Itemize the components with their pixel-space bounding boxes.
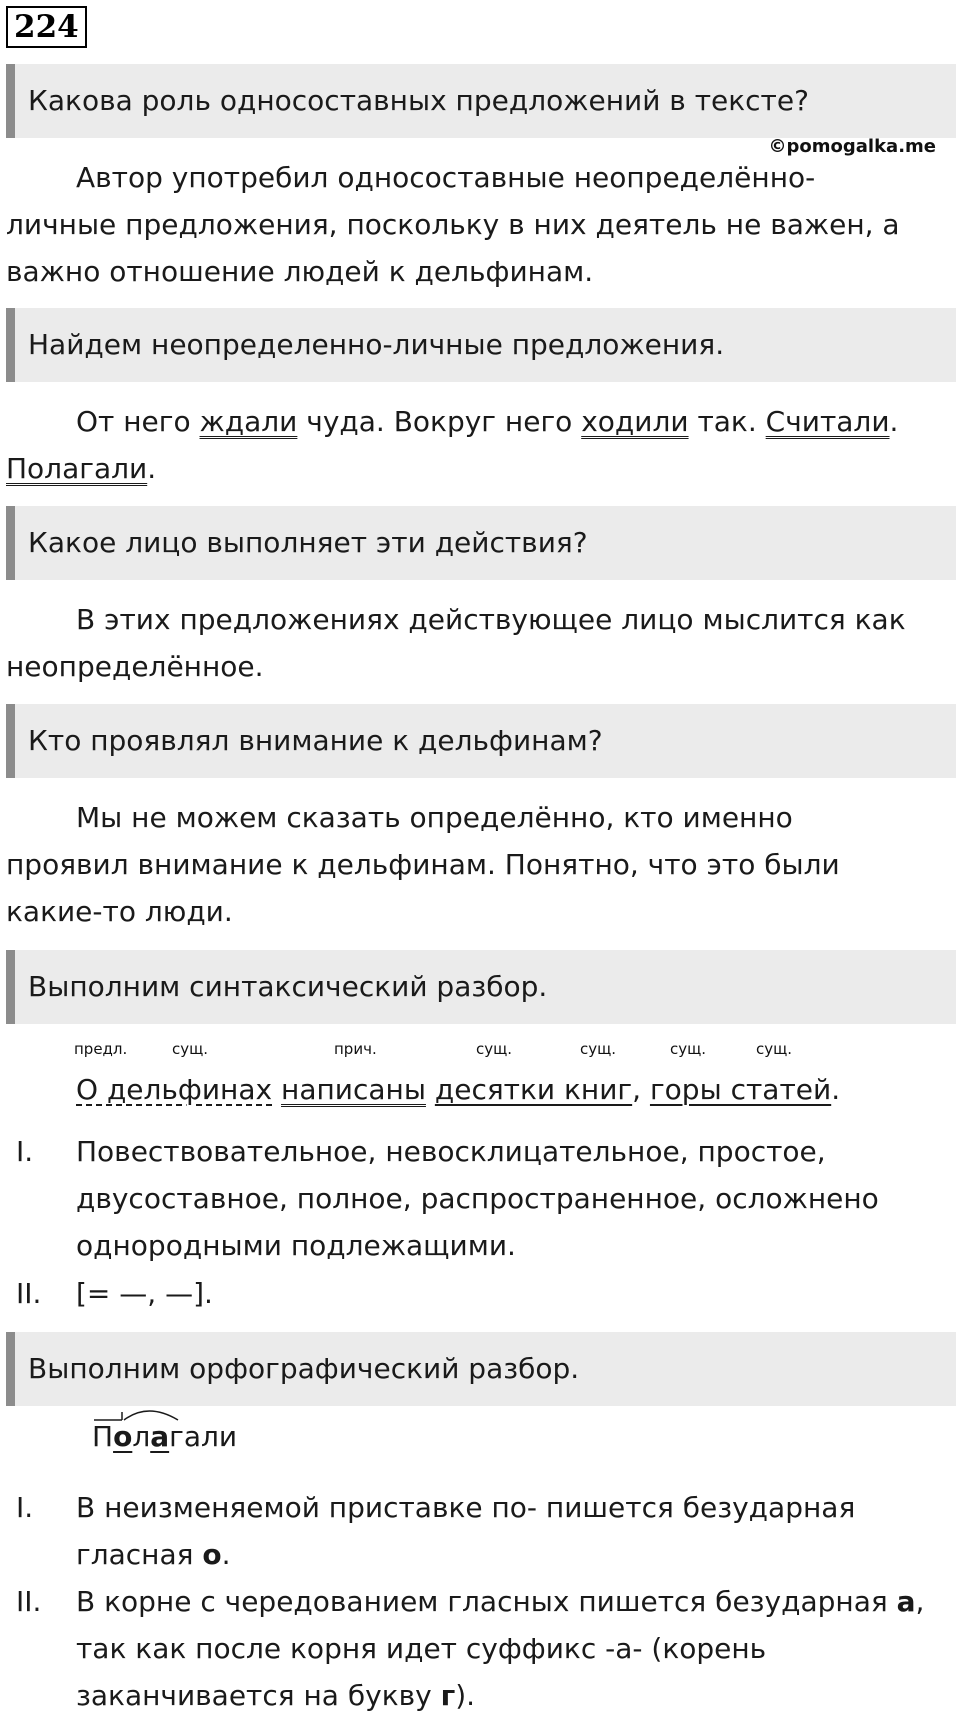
list-number: I. bbox=[16, 1135, 34, 1168]
list-line: В неизменяемой приставке по- пишется безударная bbox=[76, 1491, 856, 1524]
letter: П bbox=[92, 1420, 114, 1453]
watermark: ©pomogalka.me bbox=[768, 136, 936, 157]
question-4: Кто проявлял внимание к дельфинам? bbox=[6, 704, 956, 778]
text: так. bbox=[688, 405, 766, 438]
list-line: так как после корня идет суффикс -а- (корень bbox=[76, 1632, 767, 1665]
answer-2-line bbox=[6, 445, 952, 492]
pos-label: сущ. bbox=[670, 1040, 707, 1058]
text: , bbox=[632, 1073, 650, 1106]
list-number: I. bbox=[16, 1491, 34, 1524]
bold-letter: г bbox=[440, 1679, 456, 1712]
adverbial-phrase: О дельфинах bbox=[76, 1073, 273, 1106]
list-line: [= —, —]. bbox=[76, 1277, 213, 1310]
ortho-word bbox=[92, 1420, 237, 1453]
text bbox=[426, 1073, 435, 1106]
pos-label: сущ. bbox=[756, 1040, 793, 1058]
text: . bbox=[221, 1538, 231, 1571]
list-number: II. bbox=[16, 1585, 42, 1618]
text: чуда. Вокруг него bbox=[297, 405, 582, 438]
list-line bbox=[76, 1531, 855, 1578]
list-line bbox=[76, 1672, 924, 1719]
answer-1 bbox=[6, 154, 952, 295]
text: В корне с чередованием гласных пишется безударная bbox=[76, 1585, 897, 1618]
question-5: Выполним синтаксический разбор. bbox=[6, 950, 956, 1024]
predicate-word: Считали bbox=[765, 405, 890, 438]
list-line: Повествовательное, невосклицательное, простое, bbox=[76, 1135, 826, 1168]
predicate-word: написаны bbox=[281, 1073, 426, 1106]
text: ). bbox=[455, 1679, 476, 1712]
answer-1-line: Автор употребил односоставные неопределённо- bbox=[76, 161, 816, 194]
pos-label: предл. bbox=[74, 1040, 128, 1058]
subject-phrase: десятки книг bbox=[434, 1073, 633, 1106]
question-6: Выполним орфографический разбор. bbox=[6, 1332, 956, 1406]
list-number: II. bbox=[16, 1277, 42, 1310]
text bbox=[272, 1073, 281, 1106]
predicate-word: ждали bbox=[199, 405, 298, 438]
text: . bbox=[889, 405, 899, 438]
answer-3-line: неопределённое. bbox=[6, 650, 264, 683]
answer-3 bbox=[6, 596, 952, 690]
answer-2 bbox=[6, 398, 952, 492]
predicate-word: Полагали bbox=[6, 452, 148, 485]
list-line: двусоставное, полное, распространенное, осложнено bbox=[76, 1182, 879, 1215]
text: , bbox=[915, 1585, 925, 1618]
letter: али bbox=[183, 1420, 238, 1453]
list-line: однородными подлежащими. bbox=[76, 1229, 516, 1262]
bold-letter: о bbox=[202, 1538, 222, 1571]
orthogram-vowel: о bbox=[113, 1420, 133, 1453]
answer-4-line: проявил внимание к дельфинам. Понятно, что это были bbox=[6, 848, 840, 881]
subject-phrase: горы статей bbox=[649, 1073, 832, 1106]
letter: г bbox=[169, 1420, 184, 1453]
root-arc-icon bbox=[92, 1402, 212, 1424]
answer-4 bbox=[6, 794, 952, 935]
question-1: Какова роль односоставных предложений в тексте? bbox=[6, 64, 956, 138]
pos-label: сущ. bbox=[476, 1040, 513, 1058]
answer-3-line: В этих предложениях действующее лицо мыслится как bbox=[76, 603, 906, 636]
answer-4-line: Мы не можем сказать определённо, кто именно bbox=[76, 801, 793, 834]
syntax-sentence bbox=[6, 1066, 952, 1113]
list-line bbox=[76, 1578, 924, 1625]
pos-label: сущ. bbox=[172, 1040, 209, 1058]
question-3: Какое лицо выполняет эти действия? bbox=[6, 506, 956, 580]
predicate-word: ходили bbox=[581, 405, 689, 438]
answer-1-line: личные предложения, поскольку в них деятель не важен, а bbox=[6, 208, 900, 241]
text: . bbox=[831, 1073, 841, 1106]
pos-label: сущ. bbox=[580, 1040, 617, 1058]
pos-label: прич. bbox=[334, 1040, 377, 1058]
text: От него bbox=[76, 405, 200, 438]
orthogram-vowel: а bbox=[150, 1420, 170, 1453]
question-2: Найдем неопределенно-личные предложения. bbox=[6, 308, 956, 382]
text: гласная bbox=[76, 1538, 203, 1571]
bold-letter: а bbox=[896, 1585, 916, 1618]
answer-2-line bbox=[6, 398, 952, 445]
answer-1-line: важно отношение людей к дельфинам. bbox=[6, 255, 594, 288]
letter: л bbox=[132, 1420, 151, 1453]
task-number: 224 bbox=[6, 6, 87, 48]
text: . bbox=[147, 452, 157, 485]
text: заканчивается на букву bbox=[76, 1679, 441, 1712]
answer-4-line: какие-то люди. bbox=[6, 895, 233, 928]
